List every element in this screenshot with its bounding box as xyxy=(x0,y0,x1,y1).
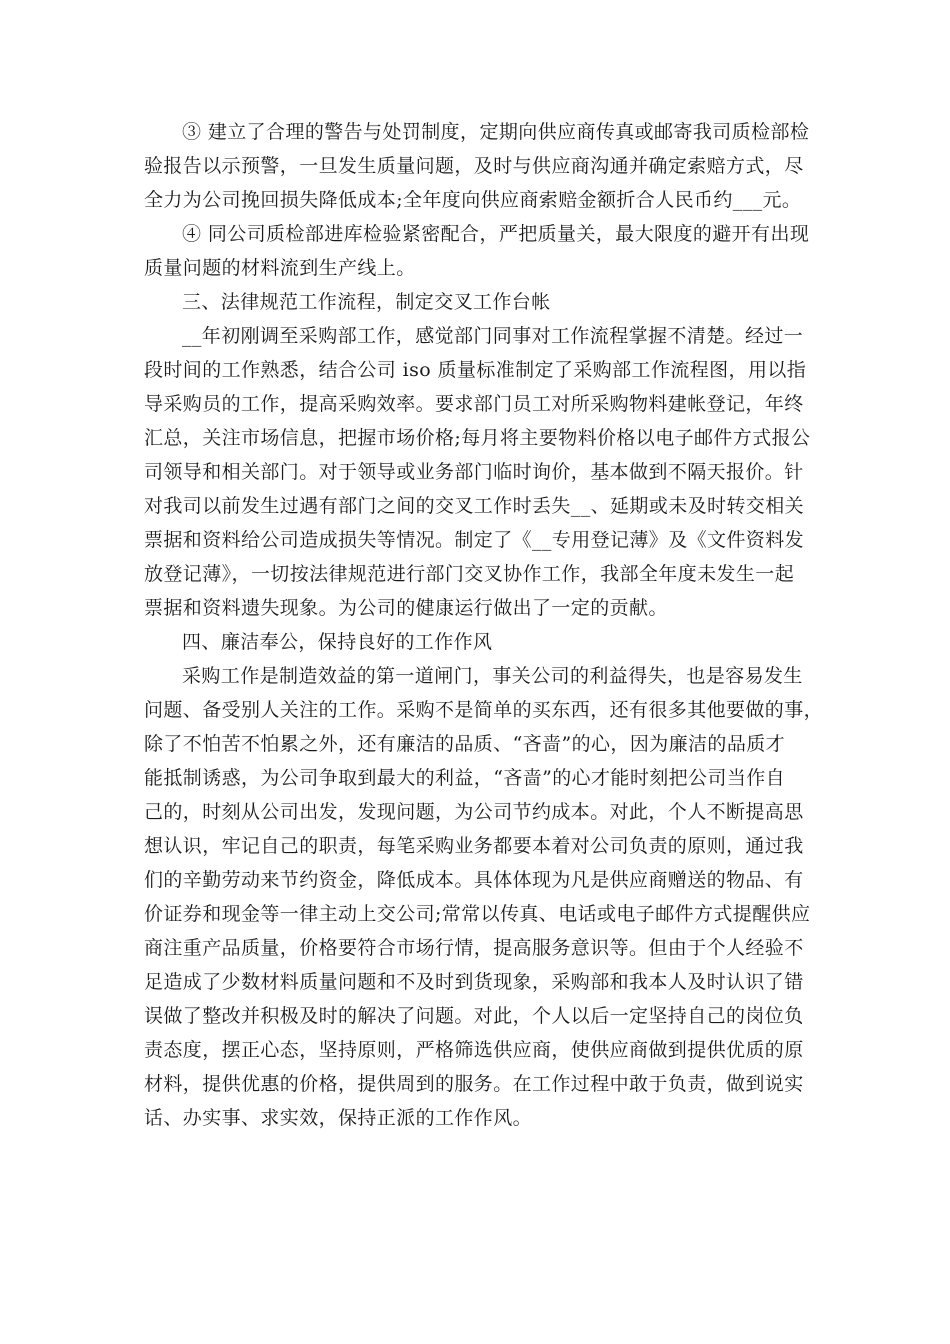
text-line: 价证券和现金等一律主动上交公司;常常以传真、电话或电子邮件方式提醒供应 xyxy=(144,903,811,925)
text-line: 话、办实事、求实效，保持正派的工作作风。 xyxy=(144,1107,533,1129)
document-page xyxy=(144,115,824,1135)
text-line: 放登记薄》，一切按法律规范进行部门交叉协作工作，我部全年度未发生一起 xyxy=(144,563,795,585)
text-line: ③ 建立了合理的警告与处罚制度，定期向供应商传真或邮寄我司质检部检 xyxy=(182,121,810,143)
text-line: 四、廉洁奉公，保持良好的工作作风 xyxy=(182,631,493,653)
text-line: __年初刚调至采购部工作，感觉部门同事对工作流程掌握不清楚。经过一 xyxy=(182,325,804,347)
text-line: 票据和资料遗失现象。为公司的健康运行做出了一定的贡献。 xyxy=(144,597,668,619)
text-line: 汇总，关注市场信息，把握市场价格;每月将主要物料价格以电子邮件方式报公 xyxy=(144,427,811,449)
text-line: 验报告以示预警，一旦发生质量问题，及时与供应商沟通并确定索赔方式，尽 xyxy=(144,155,804,177)
text-line: 对我司以前发生过遇有部门之间的交叉工作时丢失__、延期或未及时转交相关 xyxy=(144,495,805,517)
text-line: 票据和资料给公司造成损失等情况。制定了《__专用登记薄》及《文件资料发 xyxy=(144,529,805,551)
text-line: 司领导和相关部门。对于领导或业务部门临时询价，基本做到不隔天报价。针 xyxy=(144,461,804,483)
text-line: 们的辛勤劳动来节约资金，降低成本。具体体现为凡是供应商赠送的物品、有 xyxy=(144,869,804,891)
paragraph xyxy=(144,319,810,625)
text-line: 除了不怕苦不怕累之外，还有廉洁的品质、“吝啬”的心，因为廉洁的品质才 xyxy=(144,733,786,755)
text-line: 采购工作是制造效益的第一道闸门，事关公司的利益得失，也是容易发生 xyxy=(182,665,803,687)
text-line: 能抵制诱惑，为公司争取到最大的利益，“吝啬”的心才能时刻把公司当作自 xyxy=(144,767,786,789)
text-line: 商注重产品质量，价格要符合市场行情，提高服务意识等。但由于个人经验不 xyxy=(144,937,804,959)
text-line: 己的，时刻从公司出发，发现问题，为公司节约成本。对此，个人不断提高思 xyxy=(144,801,804,823)
section-heading xyxy=(144,625,810,659)
text-line: 材料，提供优惠的价格，提供周到的服务。在工作过程中敢于负责，做到说实 xyxy=(144,1073,804,1095)
text-line: 足造成了少数材料质量问题和不及时到货现象，采购部和我本人及时认识了错 xyxy=(144,971,804,993)
text-line: 误做了整改并积极及时的解决了问题。对此，个人以后一定坚持自己的岗位负 xyxy=(144,1005,804,1027)
text-line: 责态度，摆正心态，坚持原则，严格筛选供应商，使供应商做到提供优质的原 xyxy=(144,1039,804,1061)
document-body xyxy=(144,115,824,1135)
text-line: 问题、备受别人关注的工作。采购不是简单的买东西，还有很多其他要做的事， xyxy=(144,699,824,721)
section-heading xyxy=(144,285,810,319)
text-line: 三、法律规范工作流程，制定交叉工作台帐 xyxy=(182,291,551,313)
paragraph xyxy=(144,115,810,217)
text-line: ④ 同公司质检部进库检验紧密配合，严把质量关，最大限度的避开有出现 xyxy=(182,223,810,245)
paragraph xyxy=(144,659,824,1135)
text-line: 导采购员的工作，提高采购效率。要求部门员工对所采购物料建帐登记，年终 xyxy=(144,393,804,415)
text-line: 质量问题的材料流到生产线上。 xyxy=(144,257,416,279)
text-line: 全力为公司挽回损失降低成本;全年度向供应商索赔金额折合人民币约___元。 xyxy=(144,189,802,211)
paragraph xyxy=(144,217,810,285)
text-line: 段时间的工作熟悉，结合公司 iso 质量标准制定了采购部工作流程图，用以指 xyxy=(144,359,807,381)
text-line: 想认识，牢记自己的职责，每笔采购业务都要本着对公司负责的原则，通过我 xyxy=(144,835,804,857)
